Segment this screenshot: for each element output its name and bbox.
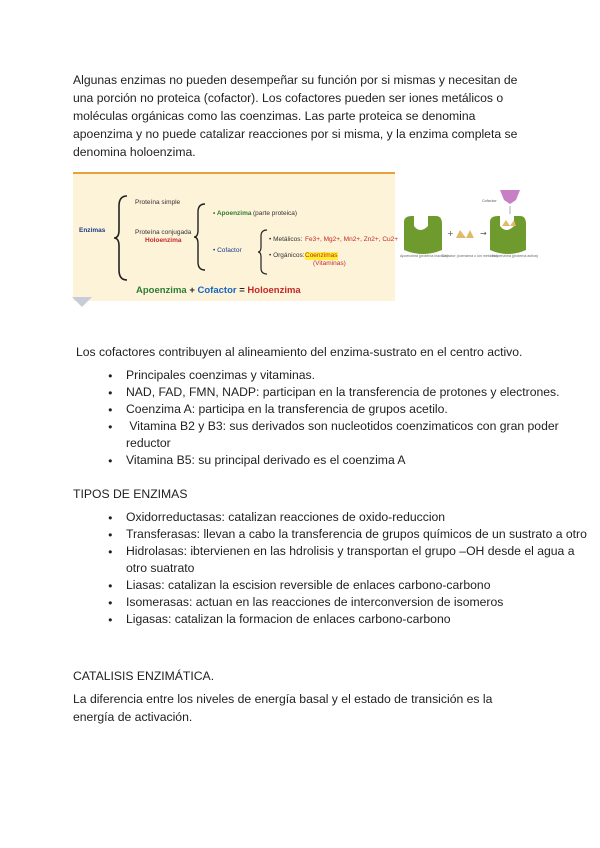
- apoenzyme-cofactor-illustration: [400, 164, 528, 264]
- arrow-sign: →: [480, 229, 487, 238]
- art-cofactor-label: Cofactor: [482, 199, 497, 203]
- eq-equals: =: [236, 285, 248, 296]
- intro-paragraph: Algunas enzimas no pueden desempeñar su función por si mismas y necesitan de una porción no proteica (cofactor). Los cofactores pueden ser iones metálicos o moléculas orgánicas como las coenzimas. Las parte proteica se denomina apoenzima y no puede catalizar reacciones por si misma, y la enzima completa se denomina holoenzima.: [73, 73, 518, 159]
- vitaminas-label: (Vitaminas): [313, 260, 346, 267]
- cofactor-shape: [456, 230, 474, 238]
- holoenzima-label: Holoenzima: [145, 237, 182, 244]
- figure-corner-mark: [72, 297, 92, 307]
- metalicos-ions: Fe3+, Mg2+, Mn2+, Zn2+, Cu2+: [305, 236, 399, 243]
- cofactor-brace: [257, 228, 269, 276]
- cofactor-label: • Cofactor: [213, 247, 242, 254]
- catalysis-heading: CATALISIS ENZIMÁTICA.: [73, 669, 215, 683]
- organicos-label: • Orgánicos:: [269, 252, 305, 259]
- list-item: ● Vitamina B5: su principal derivado es el coenzima A: [126, 452, 596, 469]
- cofactors-paragraph: Los cofactores contribuyen al alineamiento del enzima-sustrato en el centro activo.: [76, 345, 523, 359]
- eq-holoenzima: Holoenzima: [247, 285, 301, 296]
- holoenzyme-shape: [490, 216, 526, 254]
- list-item: ● Coenzima A: participa en la transferencia de grupos acetilo.: [126, 401, 596, 418]
- activation-energy-paragraph: La diferencia entre los niveles de energía basal y el estado de transición es la energía de activación.: [73, 692, 493, 724]
- list-item: ● Vitamina B2 y B3: sus derivados son nucleotidos coenzimaticos con gran poder reductor: [126, 418, 596, 452]
- metalicos-label: • Metálicos:: [269, 236, 303, 243]
- eq-cofactor: Cofactor: [197, 285, 237, 296]
- list-item: ● Isomerasas: actuan en las reacciones de interconversion de isomeros: [126, 594, 596, 611]
- enzyme-types-heading: TIPOS DE ENZIMAS: [73, 487, 188, 501]
- list-item: ● NAD, FAD, FMN, NADP: participan en la transferencia de protones y electrones.: [126, 384, 596, 401]
- main-brace: [113, 194, 129, 282]
- plus-sign-1: +: [447, 229, 454, 238]
- caption-apoenzima: Apoenzima (proteína inactiva): [400, 254, 448, 258]
- enzimas-label: Enzimas: [79, 227, 106, 234]
- caption-cofactor: Cofactor (coenzima o ion metálico): [442, 254, 498, 258]
- list-item: ● Ligasas: catalizan la formacion de enlaces carbono-carbono: [126, 611, 596, 628]
- proteina-simple-label: Proteína simple: [135, 199, 181, 206]
- enzyme-types-list: [73, 509, 596, 628]
- caption-holoenzima: Holoenzima (proteína activa): [492, 254, 538, 258]
- list-item: ● Principales coenzimas y vitaminas.: [126, 367, 596, 384]
- eq-apoenzima: Apoenzima: [136, 285, 187, 296]
- coenzymes-list: [73, 367, 596, 469]
- list-item: ● Transferasas: llevan a cabo la transferencia de grupos químicos de un sustrato a otro: [126, 526, 596, 543]
- list-item: ● Hidrolasas: ibtervienen en las hdrolisis y transportan el grupo –OH desde el agua a otro suatrato: [126, 543, 596, 577]
- coenzimas-label: Coenzimas: [305, 252, 338, 259]
- holoenzyme-equation: [136, 285, 301, 296]
- proteina-conjugada-label: Proteína conjugada: [135, 229, 192, 236]
- list-item: ● Oxidorreductasas: catalizan reacciones de oxido-reduccion: [126, 509, 596, 526]
- enzyme-classification-diagram: [73, 172, 399, 301]
- eq-plus: +: [186, 285, 198, 296]
- apoenzima-label: • Apoenzima: [213, 210, 252, 217]
- apoenzyme-shape: [404, 216, 442, 254]
- list-item: ● Liasas: catalizan la escision reversible de enlaces carbono-carbono: [126, 577, 596, 594]
- apoenzima-note: (parte proteica): [253, 210, 298, 217]
- conjugada-brace: [193, 202, 207, 272]
- substrate-shape: [482, 190, 520, 204]
